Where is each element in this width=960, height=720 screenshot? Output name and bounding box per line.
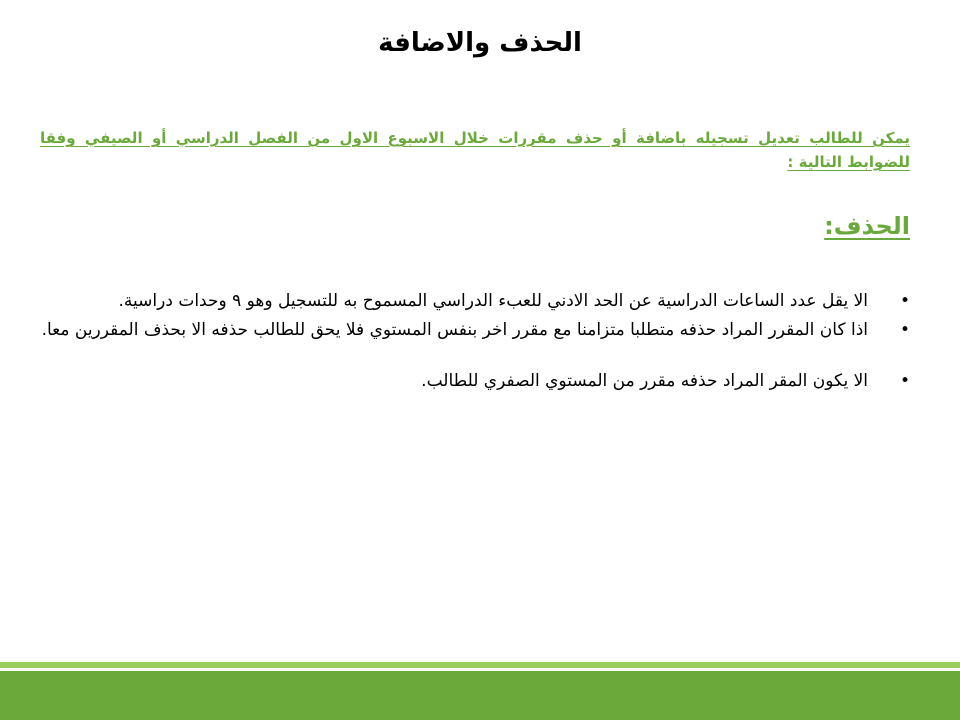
- rule-item-1: [40, 287, 912, 316]
- intro-paragraph: يمكن للطالب تعديل تسجيله باضافة أو حذف مقررات خلال الاسبوع الاول من الفصل الدراسي أو الصيفي وفقا للضوابط التالية :: [40, 129, 910, 171]
- rule-text-3: الا يكون المقر المراد حذفه مقرر من المستوي الصفري للطالب.: [421, 371, 868, 391]
- bullet-icon: •: [899, 291, 910, 311]
- rule-text-1: الا يقل عدد الساعات الدراسية عن الحد الادني للعبء الدراسي المسموح به للتسجيل وهو ٩ وحدات دراسية.: [118, 291, 868, 311]
- rule-item-3: [40, 367, 912, 396]
- deletion-rules-list: [40, 287, 912, 396]
- bullet-icon: •: [899, 320, 910, 340]
- slide-title: الحذف والاضافة: [378, 28, 582, 58]
- section-heading-deletion: الحذف:: [824, 212, 910, 240]
- footer-band: [0, 671, 960, 720]
- rule-text-2: اذا كان المقرر المراد حذفه متطلبا متزامنا مع مقرر اخر بنفس المستوي فلا يحق للطالب حذفه الا بحذف المقررين معا.: [41, 320, 868, 340]
- rule-item-2: [40, 316, 912, 345]
- bullet-icon: •: [899, 371, 910, 391]
- footer-accent-line: [0, 662, 960, 668]
